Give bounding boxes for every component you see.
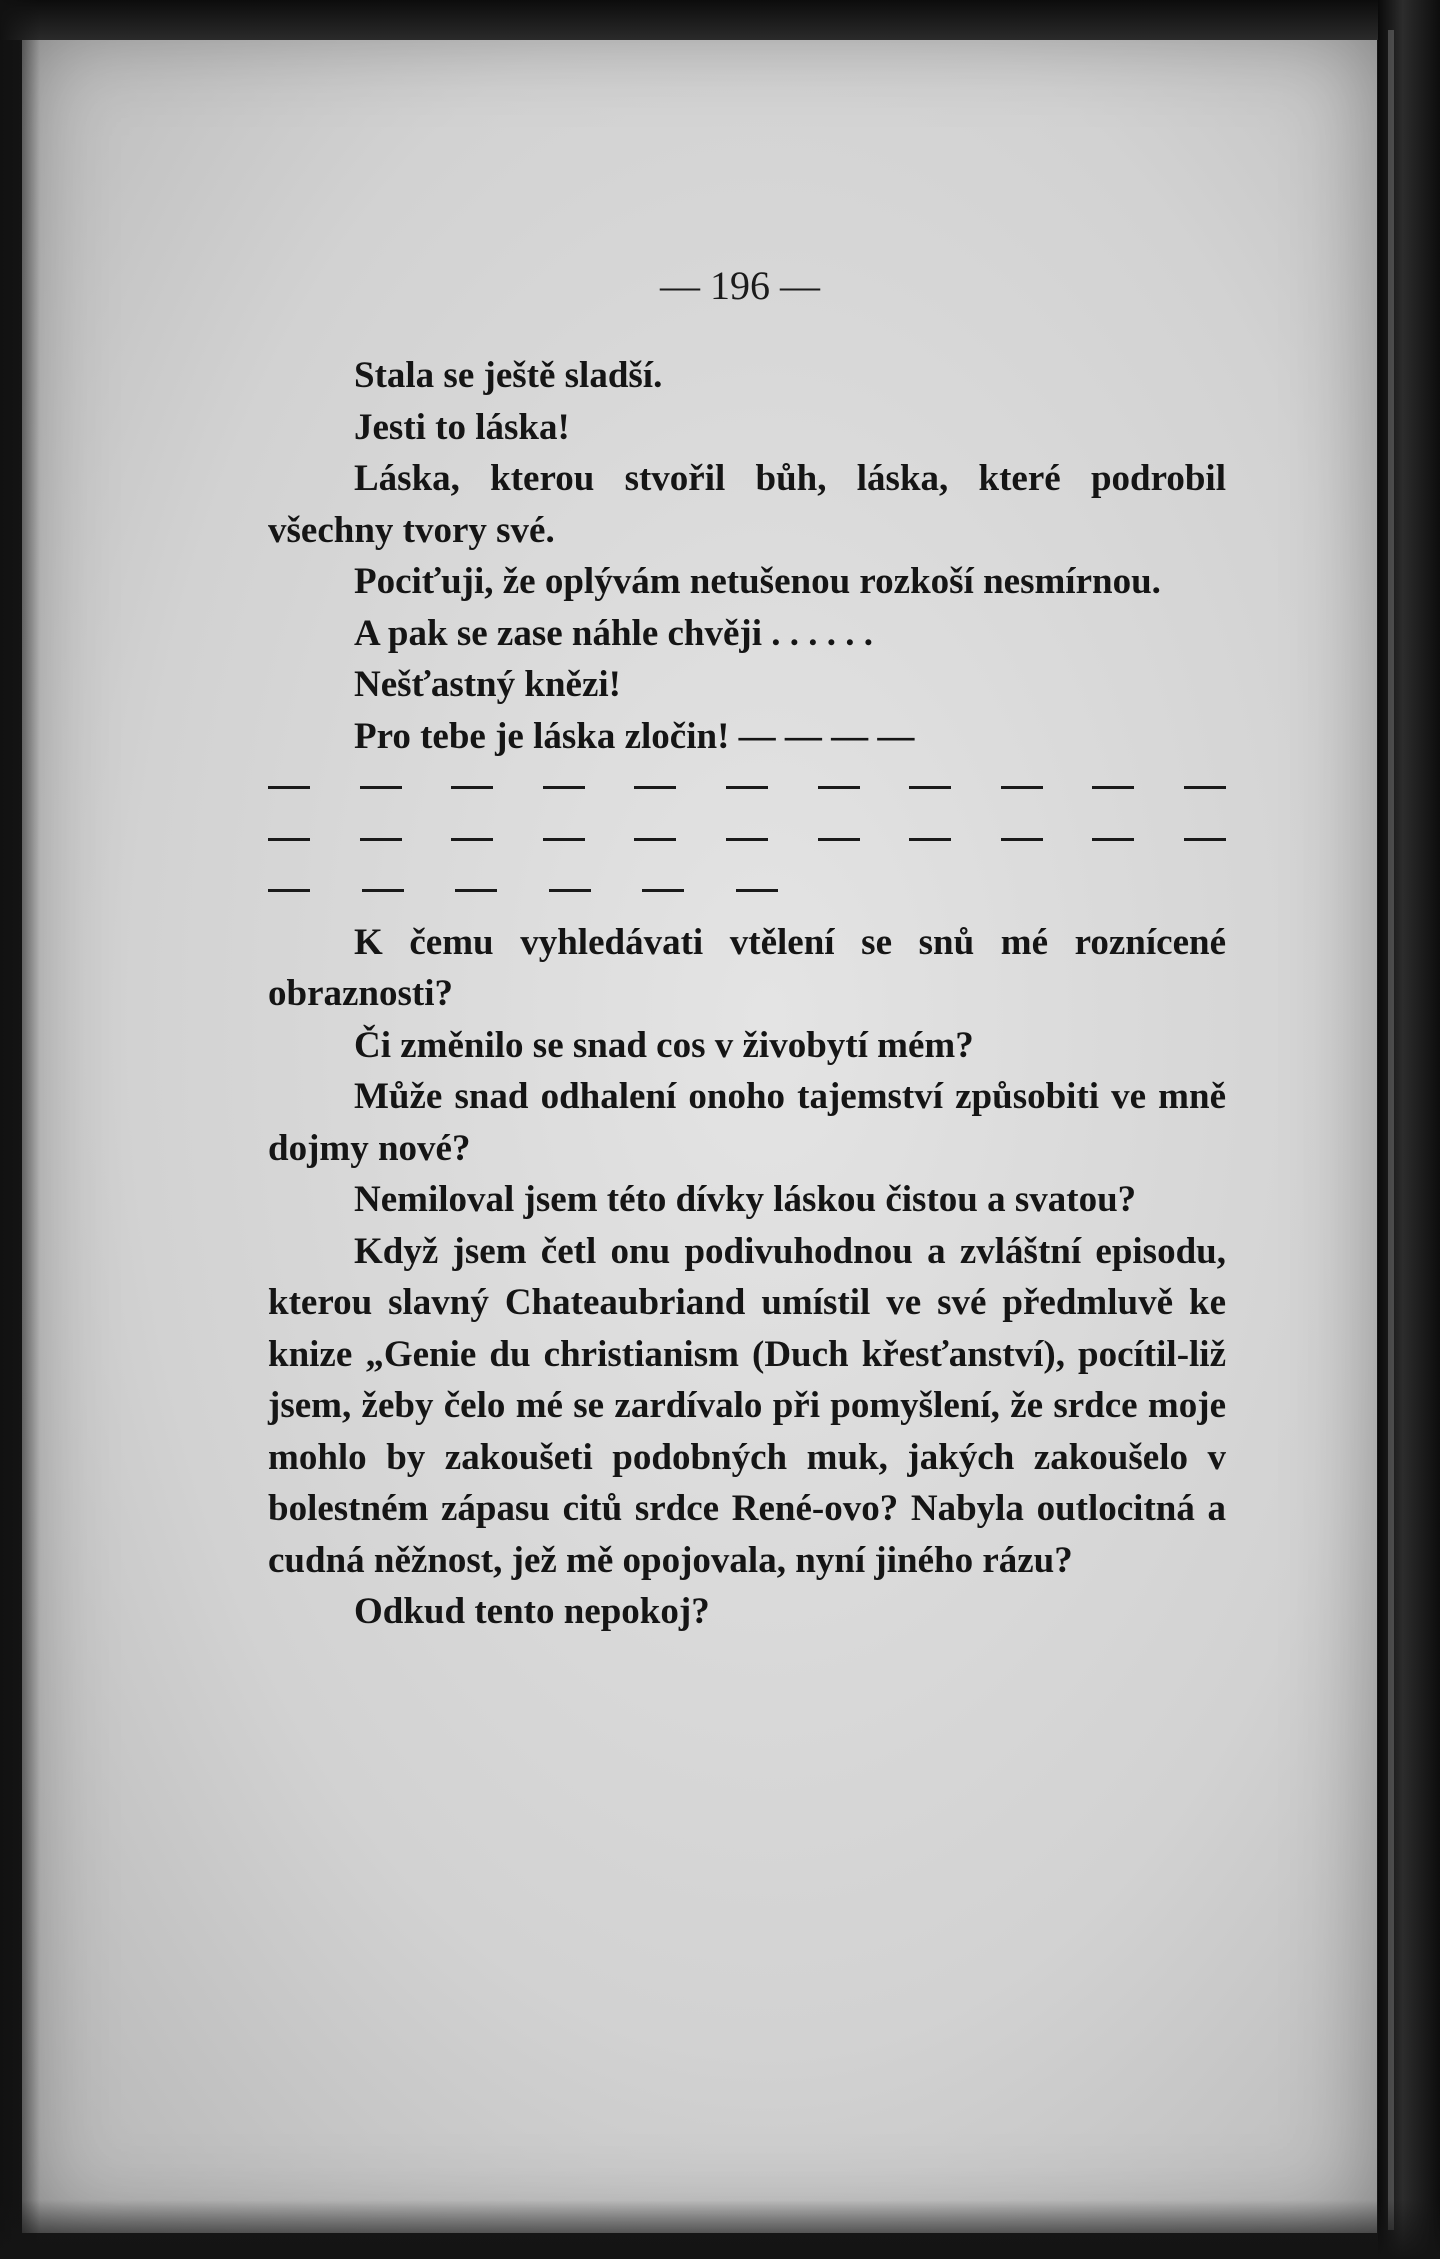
dash-mark	[726, 838, 768, 841]
dash-mark	[360, 786, 402, 789]
paragraph: Může snad odhalení onoho tajemství způsobiti ve mně dojmy nové?	[268, 1076, 1226, 1169]
dash-mark	[1001, 838, 1043, 841]
paragraph: Odkud tento nepokoj?	[354, 1591, 710, 1632]
page-number: — 196 —	[660, 263, 820, 308]
paragraph: Pociťuji, že oplývám netušenou rozkoší nesmírnou.	[354, 561, 1161, 602]
dash-mark	[634, 838, 676, 841]
paragraph: Když jsem četl onu podivuhodnou a zvláštní episodu, kterou slavný Chateaubriand umístil ve své předmluvě ke knize „Genie du christianism (Duch křesťanství), pocítil-liž jsem, žeby čelo mé se zardívalo při pomyšlení, že srdce moje mohlo by zakoušeti podobných muk, jakých zakoušelo v bolestném zápasu citů srdce René-ovo? Nabyla outlocitná a cudná něžnost, jež mě opojovala, nyní jiného rázu?	[268, 1230, 1226, 1581]
paragraph: K čemu vyhledávati vtělení se snů mé roznícené obraznosti?	[268, 921, 1226, 1014]
paragraph: Láska, kterou stvořil bůh, láska, které podrobil všechny tvory své.	[268, 458, 1226, 551]
paragraph: A pak se zase náhle chvěji . . . . . .	[354, 612, 874, 654]
dash-separator-row	[268, 865, 778, 917]
paragraph: Či změnilo se snad cos v živobytí mém?	[354, 1024, 974, 1066]
dash-mark	[543, 838, 585, 841]
paragraph: Jesti to láska!	[354, 406, 570, 448]
dash-mark	[642, 889, 684, 892]
dash-mark	[909, 838, 951, 841]
dash-mark	[268, 786, 310, 789]
bottom-edge-shadow	[0, 2200, 1440, 2259]
dash-mark	[360, 838, 402, 841]
paragraph: Nešťastný knězi!	[354, 664, 621, 705]
dash-mark	[726, 786, 768, 789]
dash-mark	[455, 889, 497, 892]
dash-mark	[1184, 838, 1226, 841]
body-text	[268, 350, 1226, 1638]
dash-separator-row	[268, 762, 1226, 814]
spine-edge-line	[1388, 30, 1394, 2230]
dash-mark	[634, 786, 676, 789]
left-edge-shadow	[0, 0, 40, 2259]
paragraph: Pro tebe je láska zločin! — — — —	[354, 715, 915, 757]
dash-mark	[818, 838, 860, 841]
dash-mark	[451, 786, 493, 789]
scan-edge-top	[0, 0, 1440, 40]
dash-mark	[1092, 786, 1134, 789]
dash-mark	[549, 889, 591, 892]
dash-mark	[362, 889, 404, 892]
dash-mark	[909, 786, 951, 789]
dash-mark	[543, 786, 585, 789]
dash-mark	[1184, 786, 1226, 789]
dash-mark	[268, 889, 310, 892]
dash-mark	[451, 838, 493, 841]
dash-mark	[736, 889, 778, 892]
dash-mark	[1001, 786, 1043, 789]
dash-mark	[268, 838, 310, 841]
paragraph: Stala se ještě sladší.	[354, 355, 663, 396]
dash-mark	[818, 786, 860, 789]
paragraph: Nemiloval jsem této dívky láskou čistou a svatou?	[354, 1179, 1137, 1220]
dash-mark	[1092, 838, 1134, 841]
dash-separator-row	[268, 814, 1226, 866]
